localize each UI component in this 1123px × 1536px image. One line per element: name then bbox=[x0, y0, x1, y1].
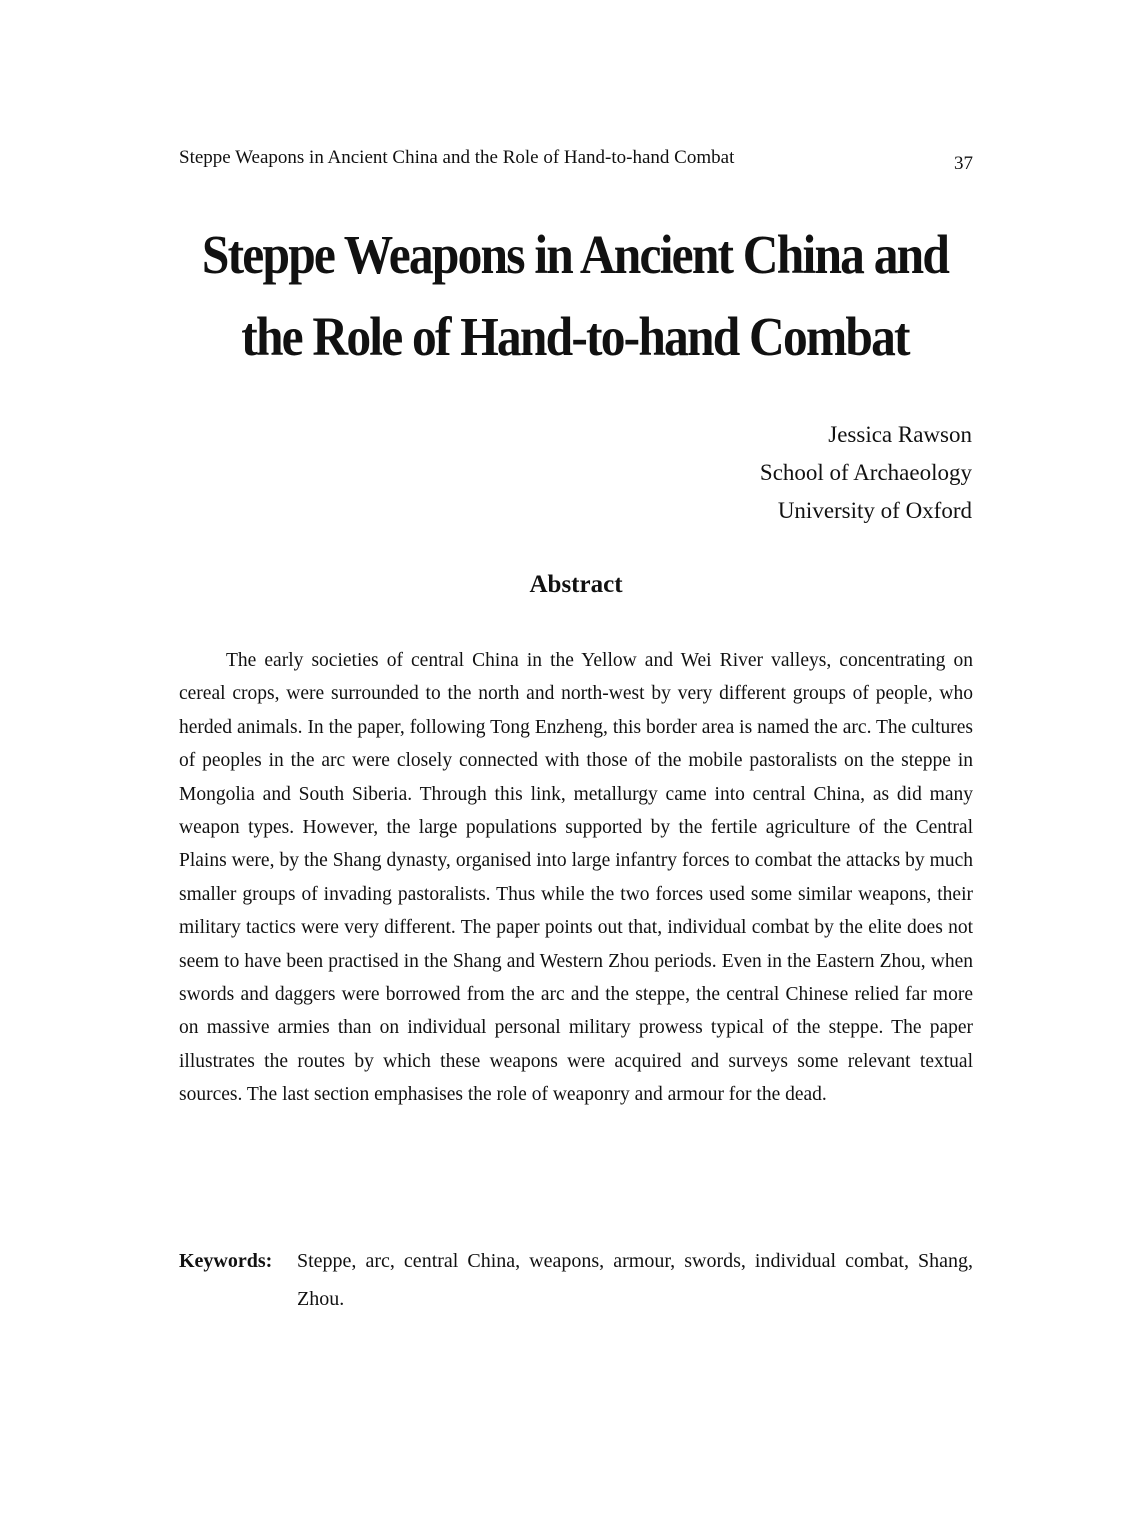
paper-title bbox=[193, 214, 958, 378]
abstract-body: The early societies of central China in the Yellow and Wei River valleys, concentrating on cereal crops, were surrounded to the north and north-west by very different groups of people, who herded animals. In the paper, following Tong Enzheng, this border area is named the arc. The cultures of peoples in the arc were closely connected with those of the mobile pastoralists on the steppe in Mongolia and South Siberia. Through this link, metallurgy came into central China, as did many weapon types. However, the large populations supported by the fertile agriculture of the Central Plains were, by the Shang dynasty, organised into large infantry forces to combat the attacks by much smaller groups of invading pastoralists. Thus while the two forces used some similar weapons, their military tactics were very different. The paper points out that, individual combat by the elite does not seem to have been practised in the Shang and Western Zhou periods. Even in the Eastern Zhou, when swords and daggers were borrowed from the arc and the steppe, the central Chinese relied far more on massive armies than on individual personal military prowess typical of the steppe. The paper illustrates the routes by which these weapons were acquired and surveys some relevant textual sources. The last section emphasises the role of weaponry and armour for the dead. bbox=[179, 650, 973, 1106]
author-name: Jessica Rawson bbox=[828, 422, 972, 447]
author-affiliation bbox=[560, 416, 972, 530]
abstract-heading: Abstract bbox=[529, 571, 623, 598]
paper-title-line-1: Steppe Weapons in Ancient China and bbox=[201, 224, 949, 285]
paper-title-line-2: the Role of Hand-to-hand Combat bbox=[241, 306, 909, 367]
keywords-label: Keywords: bbox=[179, 1250, 273, 1272]
keywords-text: Steppe, arc, central China, weapons, armour, swords, individual combat, Shang, Zhou. bbox=[297, 1250, 973, 1310]
author-department: School of Archaeology bbox=[759, 460, 972, 485]
author-institution: University of Oxford bbox=[777, 498, 972, 523]
page-number: 37 bbox=[954, 153, 973, 174]
running-head-title: Steppe Weapons in Ancient China and the Role of Hand-to-hand Combat bbox=[179, 147, 735, 168]
